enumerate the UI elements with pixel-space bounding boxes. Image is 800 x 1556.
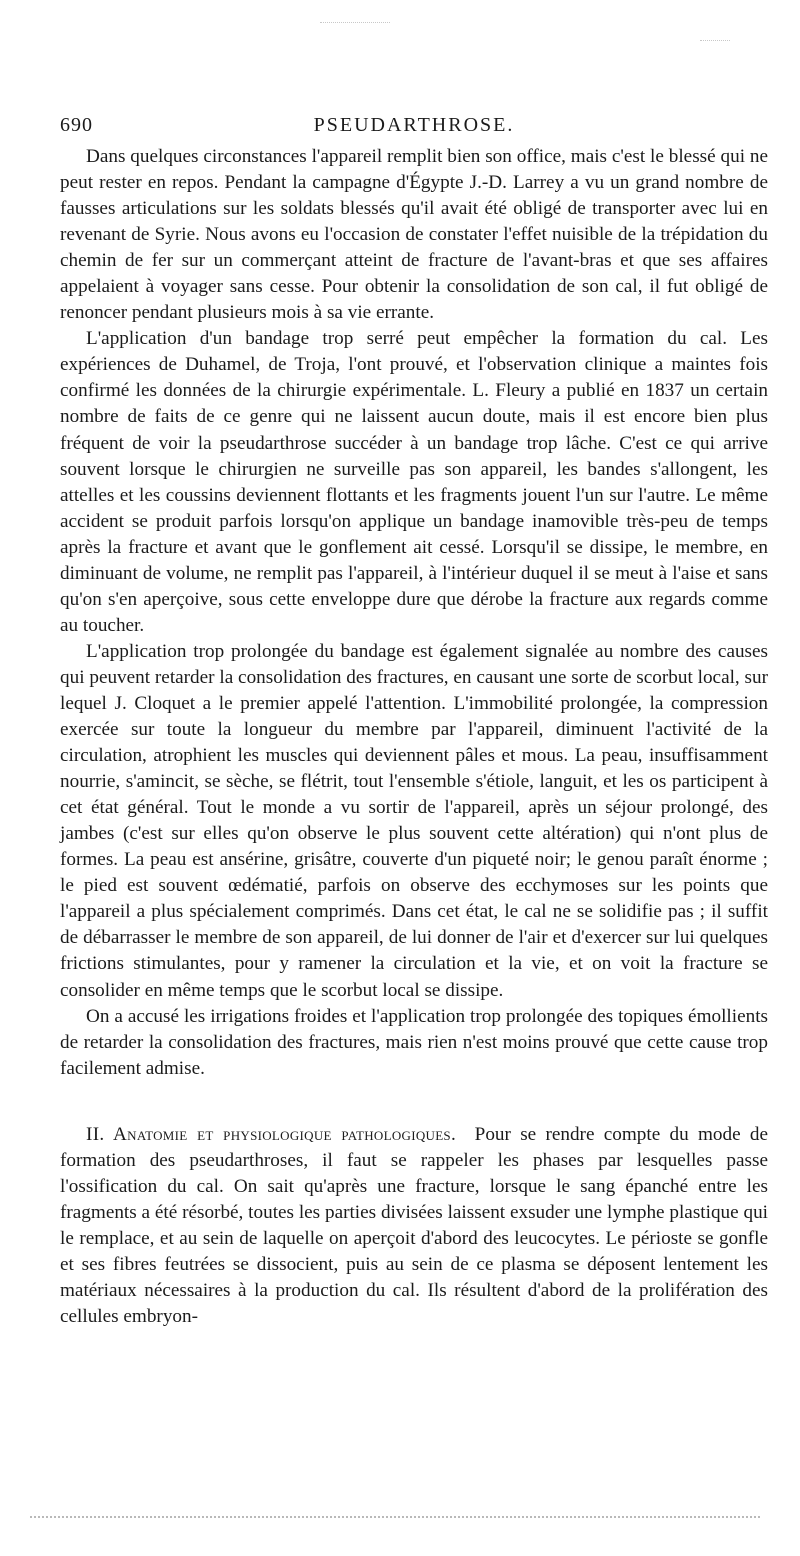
- paragraph-prolonged-bandage: L'application trop prolongée du bandage est également signalée au nombre des causes qui peuvent retarder la consolidation des fractures, en causant une sorte de scorbut local, sur lequel J. Cloquet a le premier appelé l'attention. L'immobilité prolongée, la compression exercée sur toute la longueur du membre par l'appareil, diminuent l'activité de la circulation, atrophient les muscles qui deviennent pâles et mous. La peau, insuffisamment nourrie, s'amincit, se sèche, se flétrit, tout l'ensemble s'étiole, languit, et les os participent à cet état général. Tout le monde a vu sortir de l'appareil, après un séjour prolongé, des jambes (c'est sur elles qu'on observe le plus souvent cette altération) qui n'ont plus de formes. La peau est ansérine, grisâtre, couverte d'un piqueté noir; le genou paraît énorme ; le pied est souvent œdématié, parfois on observe des ecchymoses sur les points que l'appareil a plus spécialement comprimés. Dans cet état, le cal ne se solidifie pas ; il suffit de débarrasser le membre de son appareil, de lui donner de l'air et d'exercer sur lui quelques frictions stimulantes, pour y ramener la circulation et la vie, et on voit la fracture se consolider en même temps que le scorbut local se dissipe.: [60, 640, 768, 1001]
- page-number: 690: [60, 114, 93, 136]
- section-paragraph: [60, 1122, 768, 1330]
- section-heading: II. Anatomie et physiologique pathologiques.: [86, 1123, 457, 1145]
- footer-dotted-rule: [30, 1516, 760, 1518]
- body-text: [60, 144, 768, 1330]
- book-page: [60, 110, 768, 1330]
- paragraph-cold-irrigations: On a accusé les irrigations froides et l'application trop prolongée des topiques émollients de retarder la consolidation des fractures, mais rien n'est moins prouvé que cette cause trop facilement admise.: [60, 1005, 768, 1079]
- paragraph-transport-movement: Dans quelques circonstances l'appareil remplit bien son office, mais c'est le blessé qui ne peut rester en repos. Pendant la campagne d'Égypte J.-D. Larrey a vu un grand nombre de fausses articulations sur les soldats blessés qu'il avait été obligé de transporter avec lui en revenant de Syrie. Nous avons eu l'occasion de constater l'effet nuisible de la trépidation du chemin de fer sur un commerçant atteint de fracture de l'avant-bras et que ses affaires appelaient à voyager sans cesse. Pour obtenir la consolidation de son cal, il fut obligé de renoncer pendant plusieurs mois à sa vie errante.: [60, 146, 768, 324]
- paragraph-tight-bandage: L'application d'un bandage trop serré peut empêcher la formation du cal. Les expériences de Duhamel, de Troja, l'ont prouvé, et l'observation clinique a maintes fois confirmé les données de la chirurgie expérimentale. L. Fleury a publié en 1837 un certain nombre de faits de ce genre qui ne laissent aucun doute, mais il est encore bien plus fréquent de voir la pseudarthrose succéder à un bandage trop lâche. C'est ce qui arrive souvent lorsque le chirurgien ne surveille pas son appareil, les bandes s'allongent, les attelles et les coussins deviennent flottants et les fragments jouent l'un sur l'autre. Le même accident se produit parfois lorsqu'on applique un bandage inamovible très-peu de temps après la fracture et avant que le gonflement ait cessé. Lorsqu'il se dissipe, le membre, en diminuant de volume, ne remplit pas l'appareil, à l'intérieur duquel il se meut à l'aise et sans qu'on s'en aperçoive, sous cette enveloppe dure que dérobe la fracture aux regards comme au toucher.: [60, 328, 768, 636]
- section-body-text: Pour se rendre compte du mode de formation des pseudarthroses, il faut se rappeler les phases par lesquelles passe l'ossification du cal. On sait qu'après une fracture, lorsque le sang épanché entre les fragments a été résorbé, toutes les parties divisées laissent exsuder une lymphe plastique qui le remplace, et au sein de laquelle on aperçoit d'abord des leucocytes. Le périoste se gonfle et ses fibres feutrées se dissocient, puis au sein de ce plasma se déposent lentement les matériaux nécessaires à la production du cal. Ils résultent d'abord de la prolifération des cellules embryon-: [60, 1123, 768, 1328]
- running-head: [60, 110, 768, 144]
- scan-speck-top-right: [700, 40, 730, 41]
- running-title: PSEUDARTHROSE.: [313, 114, 515, 136]
- scan-speck-top-left: [320, 22, 390, 23]
